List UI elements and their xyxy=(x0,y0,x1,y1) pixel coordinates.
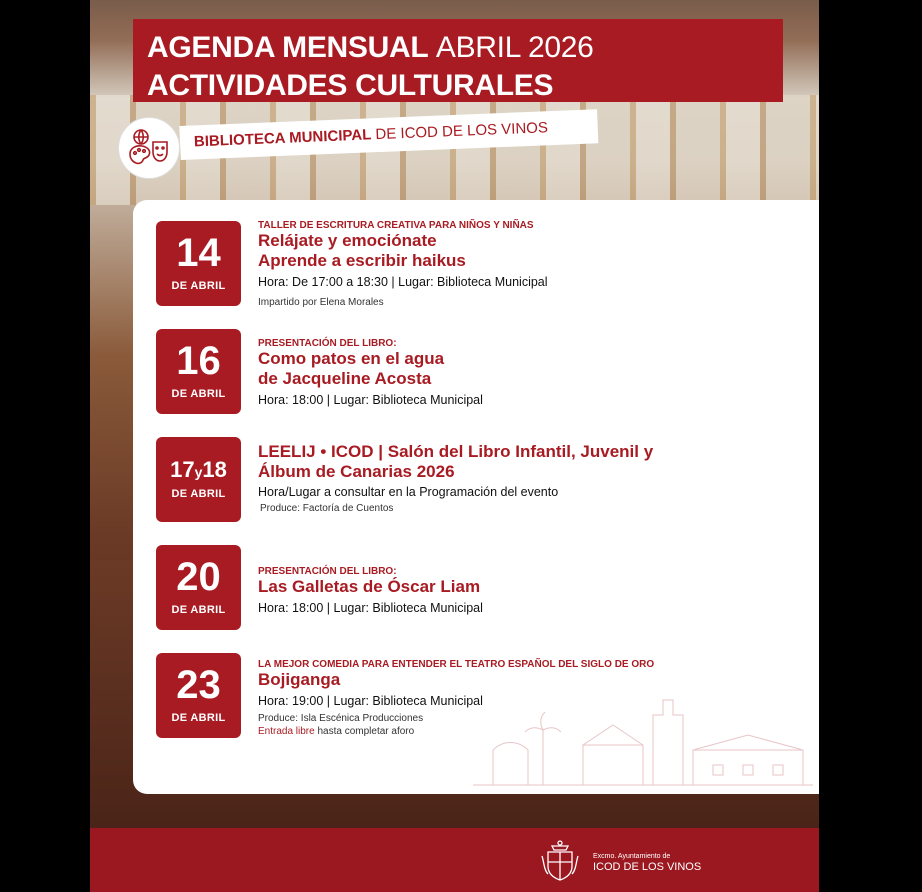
subtitle-rest: DE ICOD DE LOS VINOS xyxy=(375,119,549,144)
event-item xyxy=(258,220,809,308)
date-month: DE ABRIL xyxy=(171,280,226,292)
event-info: Hora: 18:00 | Lugar: Biblioteca Municipal xyxy=(258,601,483,615)
event-kicker: PRESENTACIÓN DEL LIBRO: xyxy=(258,566,397,577)
event-kicker: TALLER DE ESCRITURA CREATIVA PARA NIÑOS Y NIÑAS xyxy=(258,220,534,231)
date-day: 16 xyxy=(176,339,221,383)
event-info: Hora: 18:00 | Lugar: Biblioteca Municipal xyxy=(258,393,483,407)
date-day: 14 xyxy=(176,231,221,275)
event-title-2: Aprende a escribir haikus xyxy=(258,251,466,270)
date-badge xyxy=(156,437,241,522)
event-info: Hora: 19:00 | Lugar: Biblioteca Municipal xyxy=(258,694,483,708)
date-day-b: 18 xyxy=(202,457,227,482)
event-info: Hora: De 17:00 a 18:30 | Lugar: Biblioteca Municipal xyxy=(258,275,548,289)
event-item xyxy=(258,442,809,514)
date-badge xyxy=(156,545,241,630)
footer-bar xyxy=(90,828,819,892)
date-month: DE ABRIL xyxy=(171,488,226,500)
title-line-2: ACTIVIDADES CULTURALES xyxy=(147,69,554,102)
crest-icon xyxy=(538,838,582,882)
date-month: DE ABRIL xyxy=(171,604,226,616)
theater-masks-icon xyxy=(153,142,167,161)
event-kicker: PRESENTACIÓN DEL LIBRO: xyxy=(258,338,397,349)
event-title-2: de Jacqueline Acosta xyxy=(258,369,432,388)
poster xyxy=(90,0,819,892)
ayuntamiento-line-1: Excmo. Ayuntamiento de xyxy=(593,853,671,860)
culture-icon xyxy=(125,124,173,172)
event-title-1: Como patos en el agua xyxy=(258,349,445,368)
town-skyline-decoration xyxy=(473,690,813,790)
free-entry-rest: hasta completar aforo xyxy=(317,726,415,737)
ayuntamiento-label xyxy=(593,853,701,873)
events-card xyxy=(133,200,819,794)
date-day: 20 xyxy=(176,555,221,599)
title-bold: AGENDA MENSUAL xyxy=(147,31,428,64)
event-title-1: Relájate y emociónate xyxy=(258,231,437,250)
subtitle-text xyxy=(194,119,549,150)
free-entry-label: Entrada libre xyxy=(258,726,315,737)
date-month: DE ABRIL xyxy=(171,388,226,400)
title-line-1 xyxy=(147,31,594,65)
date-day-a: 17 xyxy=(170,457,195,482)
date-badge xyxy=(156,221,241,306)
event-title-1: Las Galletas de Óscar Liam xyxy=(258,577,481,596)
event-note: Produce: Factoría de Cuentos xyxy=(260,503,394,514)
event-title-2: Álbum de Canarias 2026 xyxy=(258,462,455,481)
title-month: ABRIL 2026 xyxy=(435,31,594,64)
date-join: y xyxy=(194,464,203,480)
culture-logo xyxy=(118,117,180,179)
event-note: Produce: Isla Escénica Producciones xyxy=(258,713,424,724)
date-day: 23 xyxy=(176,663,221,707)
event-item xyxy=(258,338,809,407)
date-month: DE ABRIL xyxy=(171,712,226,724)
event-note: Impartido por Elena Morales xyxy=(258,297,384,308)
title-banner xyxy=(133,19,783,102)
ayuntamiento-line-2: ICOD DE LOS VINOS xyxy=(593,861,702,873)
event-kicker: LA MEJOR COMEDIA PARA ENTENDER EL TEATRO ESPAÑOL DEL SIGLO DE ORO xyxy=(258,659,655,670)
date-day xyxy=(156,459,241,481)
subtitle-bold: BIBLIOTECA MUNICIPAL xyxy=(193,126,372,151)
event-title-1: Bojiganga xyxy=(258,670,341,689)
event-item xyxy=(258,566,809,615)
event-info: Hora/Lugar a consultar en la Programación del evento xyxy=(258,485,559,499)
date-badge xyxy=(156,653,241,738)
event-title-1: LEELIJ • ICOD | Salón del Libro Infantil, Juvenil y xyxy=(258,442,654,461)
date-badge xyxy=(156,329,241,414)
